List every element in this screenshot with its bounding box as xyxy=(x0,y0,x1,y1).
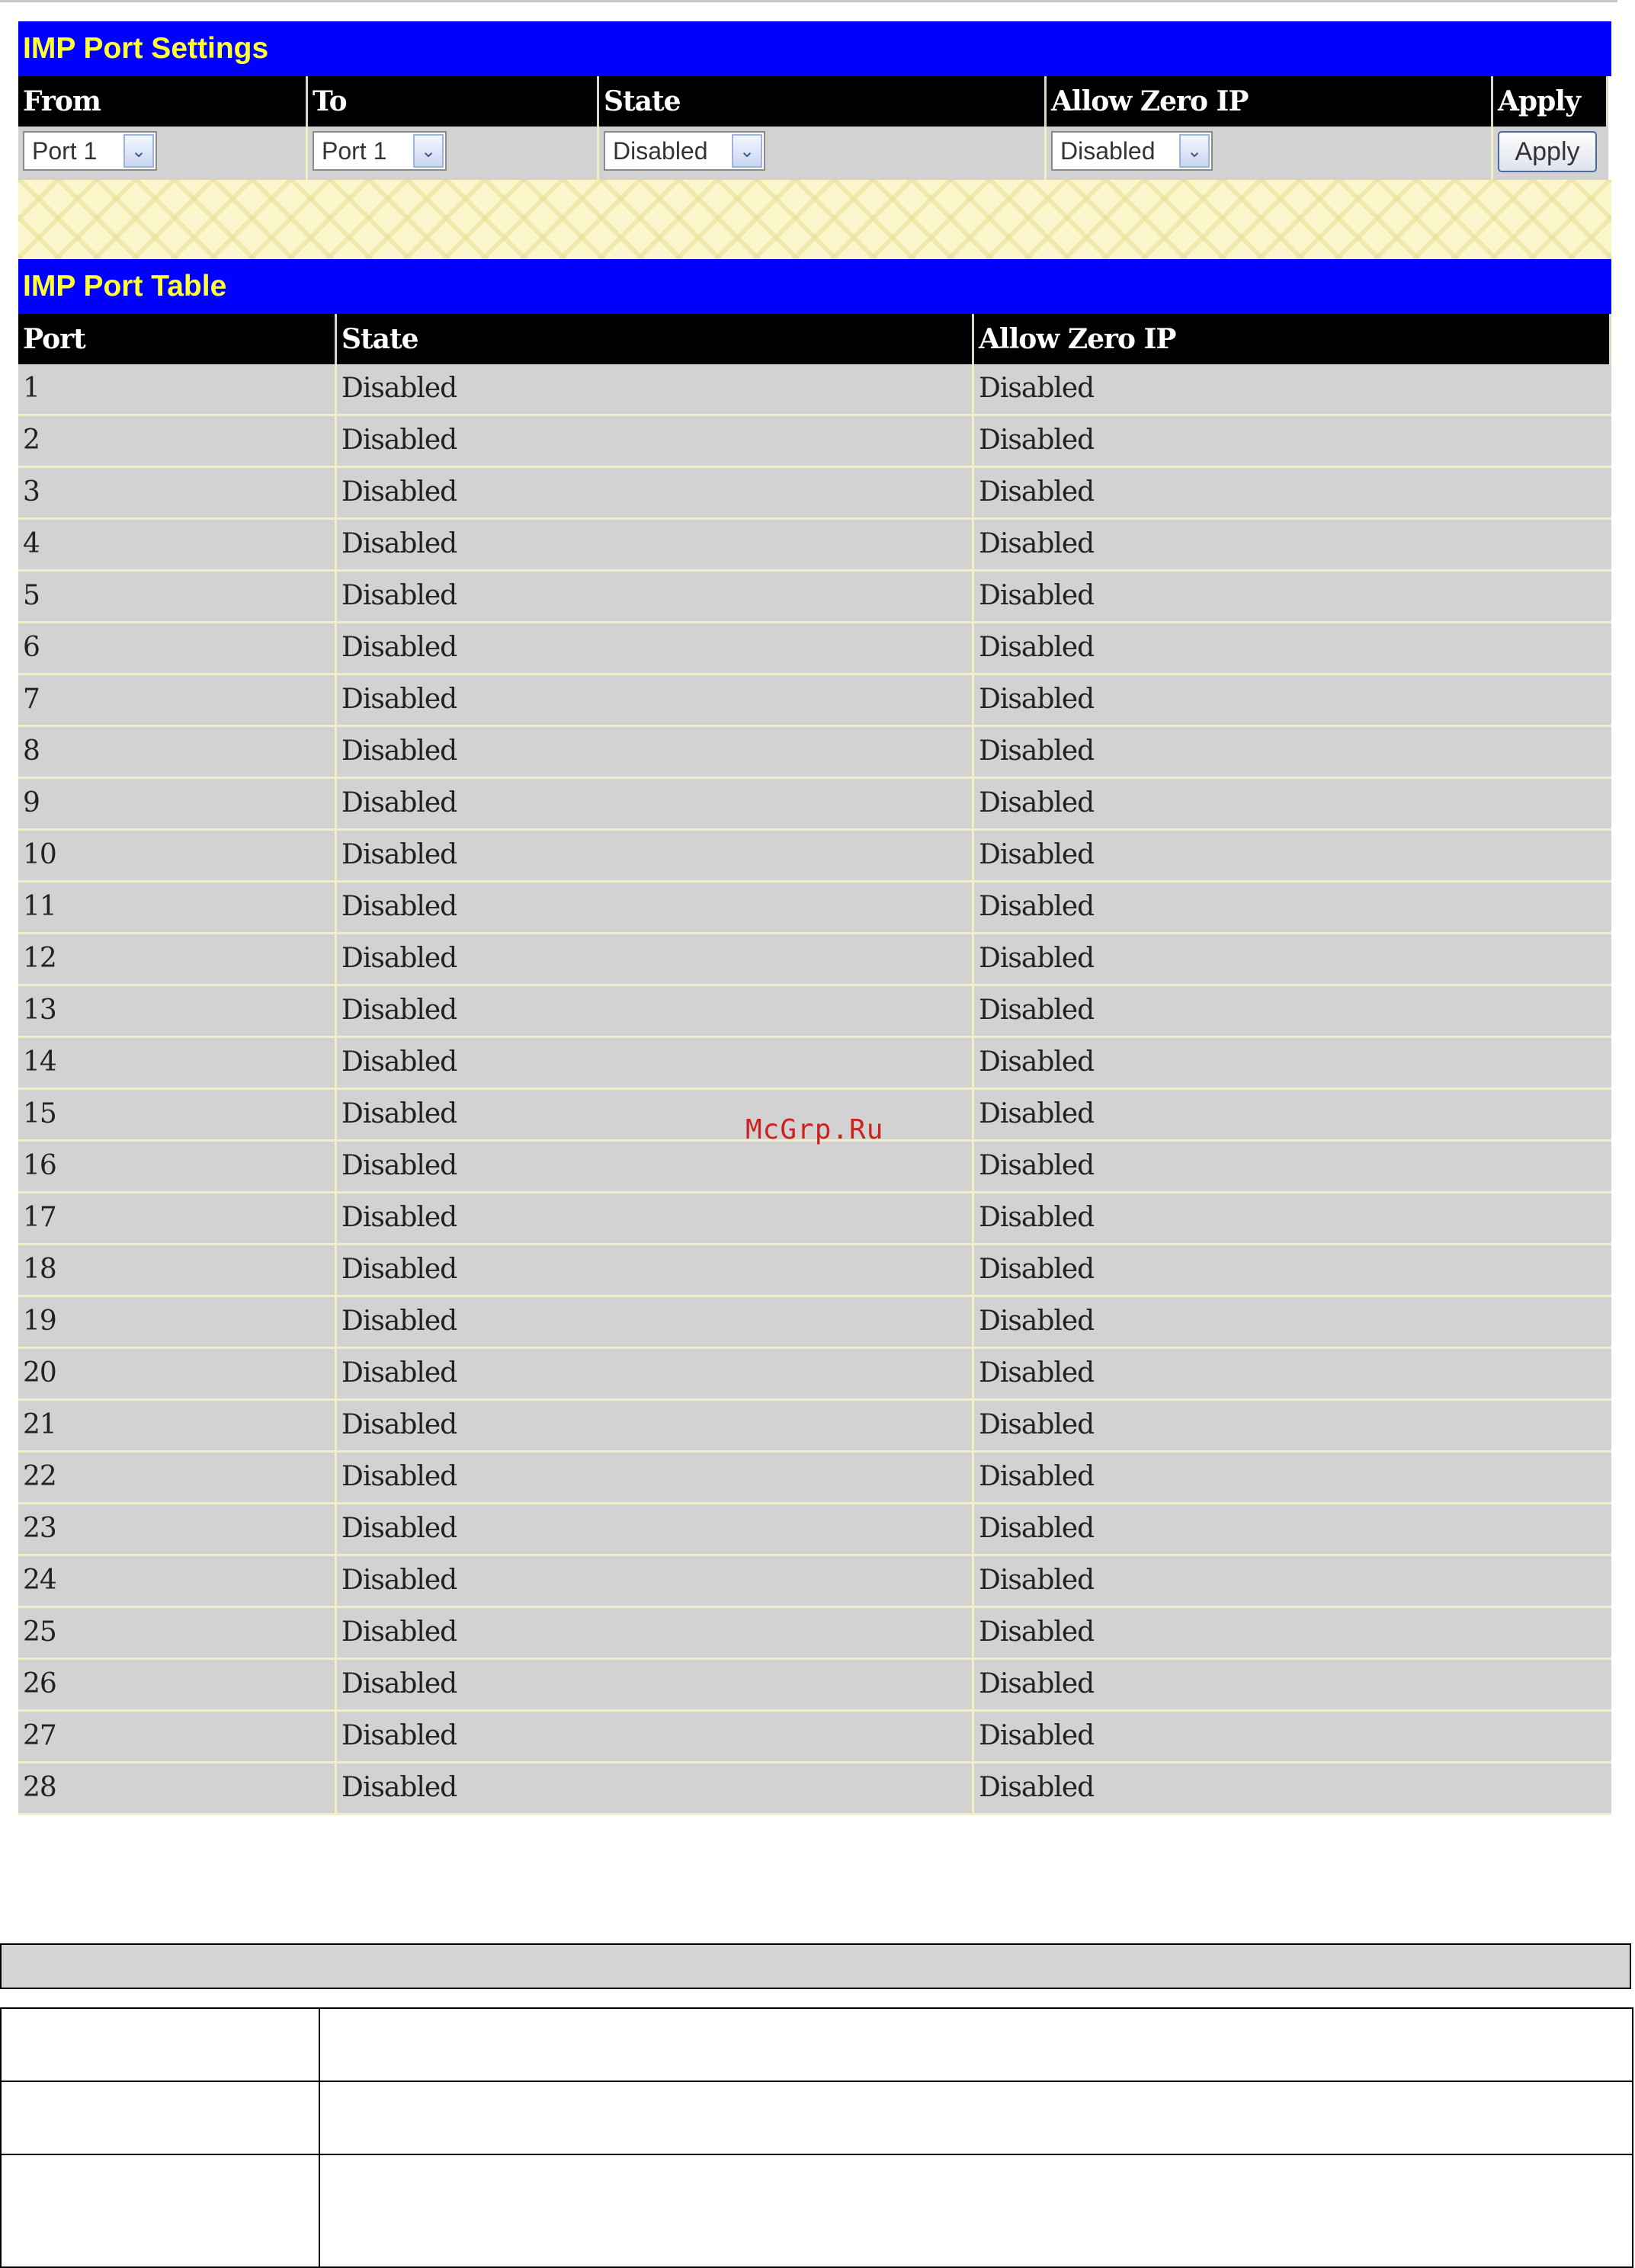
table-panel-title: IMP Port Table xyxy=(18,259,1611,314)
table-row-state-cell: Disabled xyxy=(337,1245,974,1297)
table-row-allow-zero-ip-cell: Disabled xyxy=(974,1608,1611,1660)
table-row-state-cell: Disabled xyxy=(337,727,974,779)
table-row-allow-zero-ip-cell: Disabled xyxy=(974,1712,1611,1763)
table-row-state-cell: Disabled xyxy=(337,1763,974,1815)
description-row xyxy=(2,2155,1632,2268)
table-row-port-cell: 19 xyxy=(18,1297,337,1349)
table-row-port-cell: 24 xyxy=(18,1556,337,1608)
table-row-port-cell: 26 xyxy=(18,1660,337,1712)
table-row-state-cell: Disabled xyxy=(337,364,974,416)
state-cell xyxy=(599,127,1047,180)
table-row-allow-zero-ip-cell: Disabled xyxy=(974,1401,1611,1453)
table-row-port-cell: 12 xyxy=(18,934,337,986)
table-row-allow-zero-ip-cell: Disabled xyxy=(974,1660,1611,1712)
table-row-port-cell: 28 xyxy=(18,1763,337,1815)
table-row-state-cell: Disabled xyxy=(337,1504,974,1556)
table-row-state-cell: Disabled xyxy=(337,416,974,468)
table-row-state-cell: Disabled xyxy=(337,883,974,934)
table-row-state-cell: Disabled xyxy=(337,1556,974,1608)
header-port: Port xyxy=(18,314,337,364)
table-row-port-cell: 22 xyxy=(18,1453,337,1504)
table-row-port-cell: 2 xyxy=(18,416,337,468)
header-to: To xyxy=(308,76,599,127)
state-value: Disabled xyxy=(613,136,708,165)
table-row-allow-zero-ip-cell: Disabled xyxy=(974,727,1611,779)
allow-zero-ip-value: Disabled xyxy=(1060,136,1156,165)
table-row-port-cell: 21 xyxy=(18,1401,337,1453)
table-row-port-cell: 1 xyxy=(18,364,337,416)
table-row-state-cell: Disabled xyxy=(337,779,974,831)
table-row-allow-zero-ip-cell: Disabled xyxy=(974,883,1611,934)
table-row-port-cell: 8 xyxy=(18,727,337,779)
table-row-allow-zero-ip-cell: Disabled xyxy=(974,1090,1611,1142)
table-row-state-cell: Disabled xyxy=(337,1608,974,1660)
table-row-allow-zero-ip-cell: Disabled xyxy=(974,416,1611,468)
table-row-allow-zero-ip-cell: Disabled xyxy=(974,1297,1611,1349)
table-row-state-cell: Disabled xyxy=(337,1712,974,1763)
table-row-state-cell: Disabled xyxy=(337,572,974,623)
to-cell xyxy=(308,127,599,180)
table-row-port-cell: 18 xyxy=(18,1245,337,1297)
table-row-allow-zero-ip-cell: Disabled xyxy=(974,1038,1611,1090)
settings-grid xyxy=(18,76,1611,180)
allow-zero-ip-select[interactable] xyxy=(1051,131,1213,171)
table-row-state-cell: Disabled xyxy=(337,1090,974,1142)
settings-panel-title: IMP Port Settings xyxy=(18,21,1611,76)
table-row-port-cell: 7 xyxy=(18,675,337,727)
top-rule xyxy=(0,0,1617,2)
table-row-allow-zero-ip-cell: Disabled xyxy=(974,1453,1611,1504)
table-row-port-cell: 14 xyxy=(18,1038,337,1090)
allow-zero-ip-cell xyxy=(1047,127,1493,180)
chevron-down-icon[interactable]: ⌄ xyxy=(732,134,762,168)
apply-button[interactable]: Apply xyxy=(1498,131,1597,172)
table-row-allow-zero-ip-cell: Disabled xyxy=(974,623,1611,675)
table-row-state-cell: Disabled xyxy=(337,934,974,986)
watermark-text: McGrp.Ru xyxy=(745,1114,884,1145)
chevron-down-icon[interactable]: ⌄ xyxy=(1179,134,1210,168)
table-row-allow-zero-ip-cell: Disabled xyxy=(974,1504,1611,1556)
table-row-state-cell: Disabled xyxy=(337,1453,974,1504)
table-row-state-cell: Disabled xyxy=(337,1193,974,1245)
description-text-cell xyxy=(320,2082,1632,2154)
header-from: From xyxy=(18,76,308,127)
table-row-allow-zero-ip-cell: Disabled xyxy=(974,468,1611,520)
from-cell xyxy=(18,127,308,180)
table-row-allow-zero-ip-cell: Disabled xyxy=(974,779,1611,831)
header-apply: Apply xyxy=(1493,76,1608,127)
description-row xyxy=(2,2009,1632,2082)
imp-port-table-panel xyxy=(18,259,1611,1815)
table-row-allow-zero-ip-cell: Disabled xyxy=(974,934,1611,986)
table-row-port-cell: 27 xyxy=(18,1712,337,1763)
table-row-state-cell: Disabled xyxy=(337,623,974,675)
to-port-value: Port 1 xyxy=(322,136,387,165)
from-port-value: Port 1 xyxy=(32,136,98,165)
table-row-port-cell: 20 xyxy=(18,1349,337,1401)
table-row-port-cell: 13 xyxy=(18,986,337,1038)
table-row-allow-zero-ip-cell: Disabled xyxy=(974,1763,1611,1815)
description-param-cell xyxy=(2,2082,320,2154)
description-table-header xyxy=(0,1943,1631,1989)
description-table xyxy=(0,2007,1633,2268)
table-row-state-cell: Disabled xyxy=(337,986,974,1038)
table-row-allow-zero-ip-cell: Disabled xyxy=(974,520,1611,572)
table-row-allow-zero-ip-cell: Disabled xyxy=(974,831,1611,883)
decorative-pattern-band xyxy=(18,180,1611,259)
from-port-select[interactable] xyxy=(23,131,157,171)
table-row-state-cell: Disabled xyxy=(337,831,974,883)
header-state: State xyxy=(337,314,974,364)
table-row-state-cell: Disabled xyxy=(337,1297,974,1349)
to-port-select[interactable] xyxy=(313,131,447,171)
description-param-cell xyxy=(2,2009,320,2081)
chevron-down-icon[interactable]: ⌄ xyxy=(413,134,444,168)
table-row-allow-zero-ip-cell: Disabled xyxy=(974,572,1611,623)
table-row-port-cell: 23 xyxy=(18,1504,337,1556)
description-text-cell xyxy=(320,2009,1632,2081)
table-row-state-cell: Disabled xyxy=(337,1142,974,1193)
description-param-cell xyxy=(2,2155,320,2266)
table-row-port-cell: 17 xyxy=(18,1193,337,1245)
table-row-state-cell: Disabled xyxy=(337,1660,974,1712)
table-row-state-cell: Disabled xyxy=(337,1038,974,1090)
description-row xyxy=(2,2082,1632,2155)
state-select[interactable] xyxy=(604,131,765,171)
table-row-port-cell: 3 xyxy=(18,468,337,520)
table-row-state-cell: Disabled xyxy=(337,1401,974,1453)
table-row-port-cell: 6 xyxy=(18,623,337,675)
header-state: State xyxy=(599,76,1047,127)
table-row-state-cell: Disabled xyxy=(337,675,974,727)
table-row-allow-zero-ip-cell: Disabled xyxy=(974,1556,1611,1608)
chevron-down-icon[interactable]: ⌄ xyxy=(123,134,154,168)
table-row-allow-zero-ip-cell: Disabled xyxy=(974,1349,1611,1401)
imp-port-settings-panel xyxy=(18,21,1611,259)
table-row-allow-zero-ip-cell: Disabled xyxy=(974,675,1611,727)
table-row-port-cell: 11 xyxy=(18,883,337,934)
apply-cell xyxy=(1493,127,1608,180)
table-row-port-cell: 10 xyxy=(18,831,337,883)
table-row-allow-zero-ip-cell: Disabled xyxy=(974,364,1611,416)
header-allow-zero-ip: Allow Zero IP xyxy=(974,314,1611,364)
table-row-state-cell: Disabled xyxy=(337,520,974,572)
table-row-port-cell: 25 xyxy=(18,1608,337,1660)
table-row-port-cell: 4 xyxy=(18,520,337,572)
table-row-allow-zero-ip-cell: Disabled xyxy=(974,1193,1611,1245)
header-allow-zero-ip: Allow Zero IP xyxy=(1047,76,1493,127)
table-row-port-cell: 5 xyxy=(18,572,337,623)
description-text-cell xyxy=(320,2155,1632,2266)
table-row-state-cell: Disabled xyxy=(337,1349,974,1401)
port-table xyxy=(18,314,1611,1815)
table-row-port-cell: 15 xyxy=(18,1090,337,1142)
table-row-port-cell: 9 xyxy=(18,779,337,831)
table-row-port-cell: 16 xyxy=(18,1142,337,1193)
table-row-state-cell: Disabled xyxy=(337,468,974,520)
table-row-allow-zero-ip-cell: Disabled xyxy=(974,1245,1611,1297)
table-row-allow-zero-ip-cell: Disabled xyxy=(974,986,1611,1038)
table-row-allow-zero-ip-cell: Disabled xyxy=(974,1142,1611,1193)
